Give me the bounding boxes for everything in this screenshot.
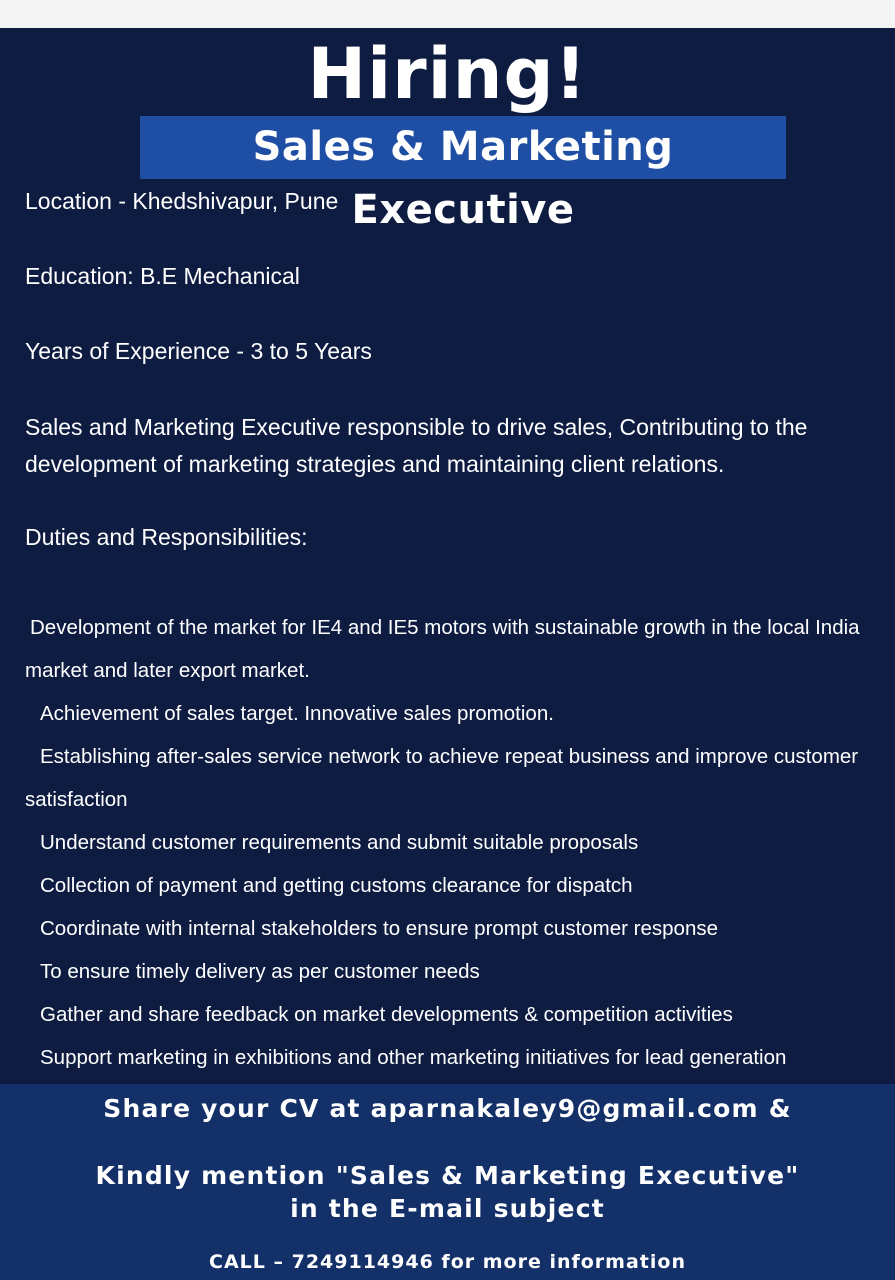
job-summary: Sales and Marketing Executive responsible to drive sales, Contributing to the development of marketing strategies and maintaining client relations. — [25, 414, 808, 477]
job-poster — [0, 28, 895, 1280]
education-text: Education: B.E Mechanical — [25, 263, 300, 289]
duty-item: Collection of payment and getting customs clearance for dispatch — [40, 874, 633, 897]
call-info-text: CALL – 7249114946 for more information — [209, 1251, 686, 1273]
duty-item: Establishing after-sales service network to achieve repeat business and improve customer satisfaction — [25, 745, 859, 811]
duty-item: Support marketing in exhibitions and other marketing initiatives for lead generation — [40, 1046, 787, 1069]
experience-text: Years of Experience - 3 to 5 Years — [25, 338, 372, 364]
duty-item: Development of the market for IE4 and IE5 motors with sustainable growth in the local India market and later export market. — [25, 616, 860, 682]
job-title-banner: Sales & Marketing Executive — [140, 116, 786, 179]
share-cv-text: Share your CV at aparnakaley9@gmail.com & — [103, 1094, 792, 1123]
duty-item: Understand customer requirements and submit suitable proposals — [40, 831, 639, 854]
duty-item: To ensure timely delivery as per customer needs — [40, 960, 480, 983]
mention-subject-line1: Kindly mention "Sales & Marketing Executive" — [95, 1161, 800, 1190]
duty-item: Coordinate with internal stakeholders to ensure prompt customer response — [40, 917, 718, 940]
location-text: Location - Khedshivapur, Pune — [25, 188, 339, 214]
duty-item: Achievement of sales target. Innovative sales promotion. — [40, 702, 554, 725]
hiring-title: Hiring! — [307, 33, 588, 115]
duty-item: Gather and share feedback on market developments & competition activities — [40, 1003, 733, 1026]
duties-list — [25, 606, 890, 1079]
mention-subject-line2: in the E-mail subject — [290, 1194, 605, 1223]
contact-footer — [0, 1084, 895, 1280]
duties-heading: Duties and Responsibilities: — [25, 524, 308, 550]
